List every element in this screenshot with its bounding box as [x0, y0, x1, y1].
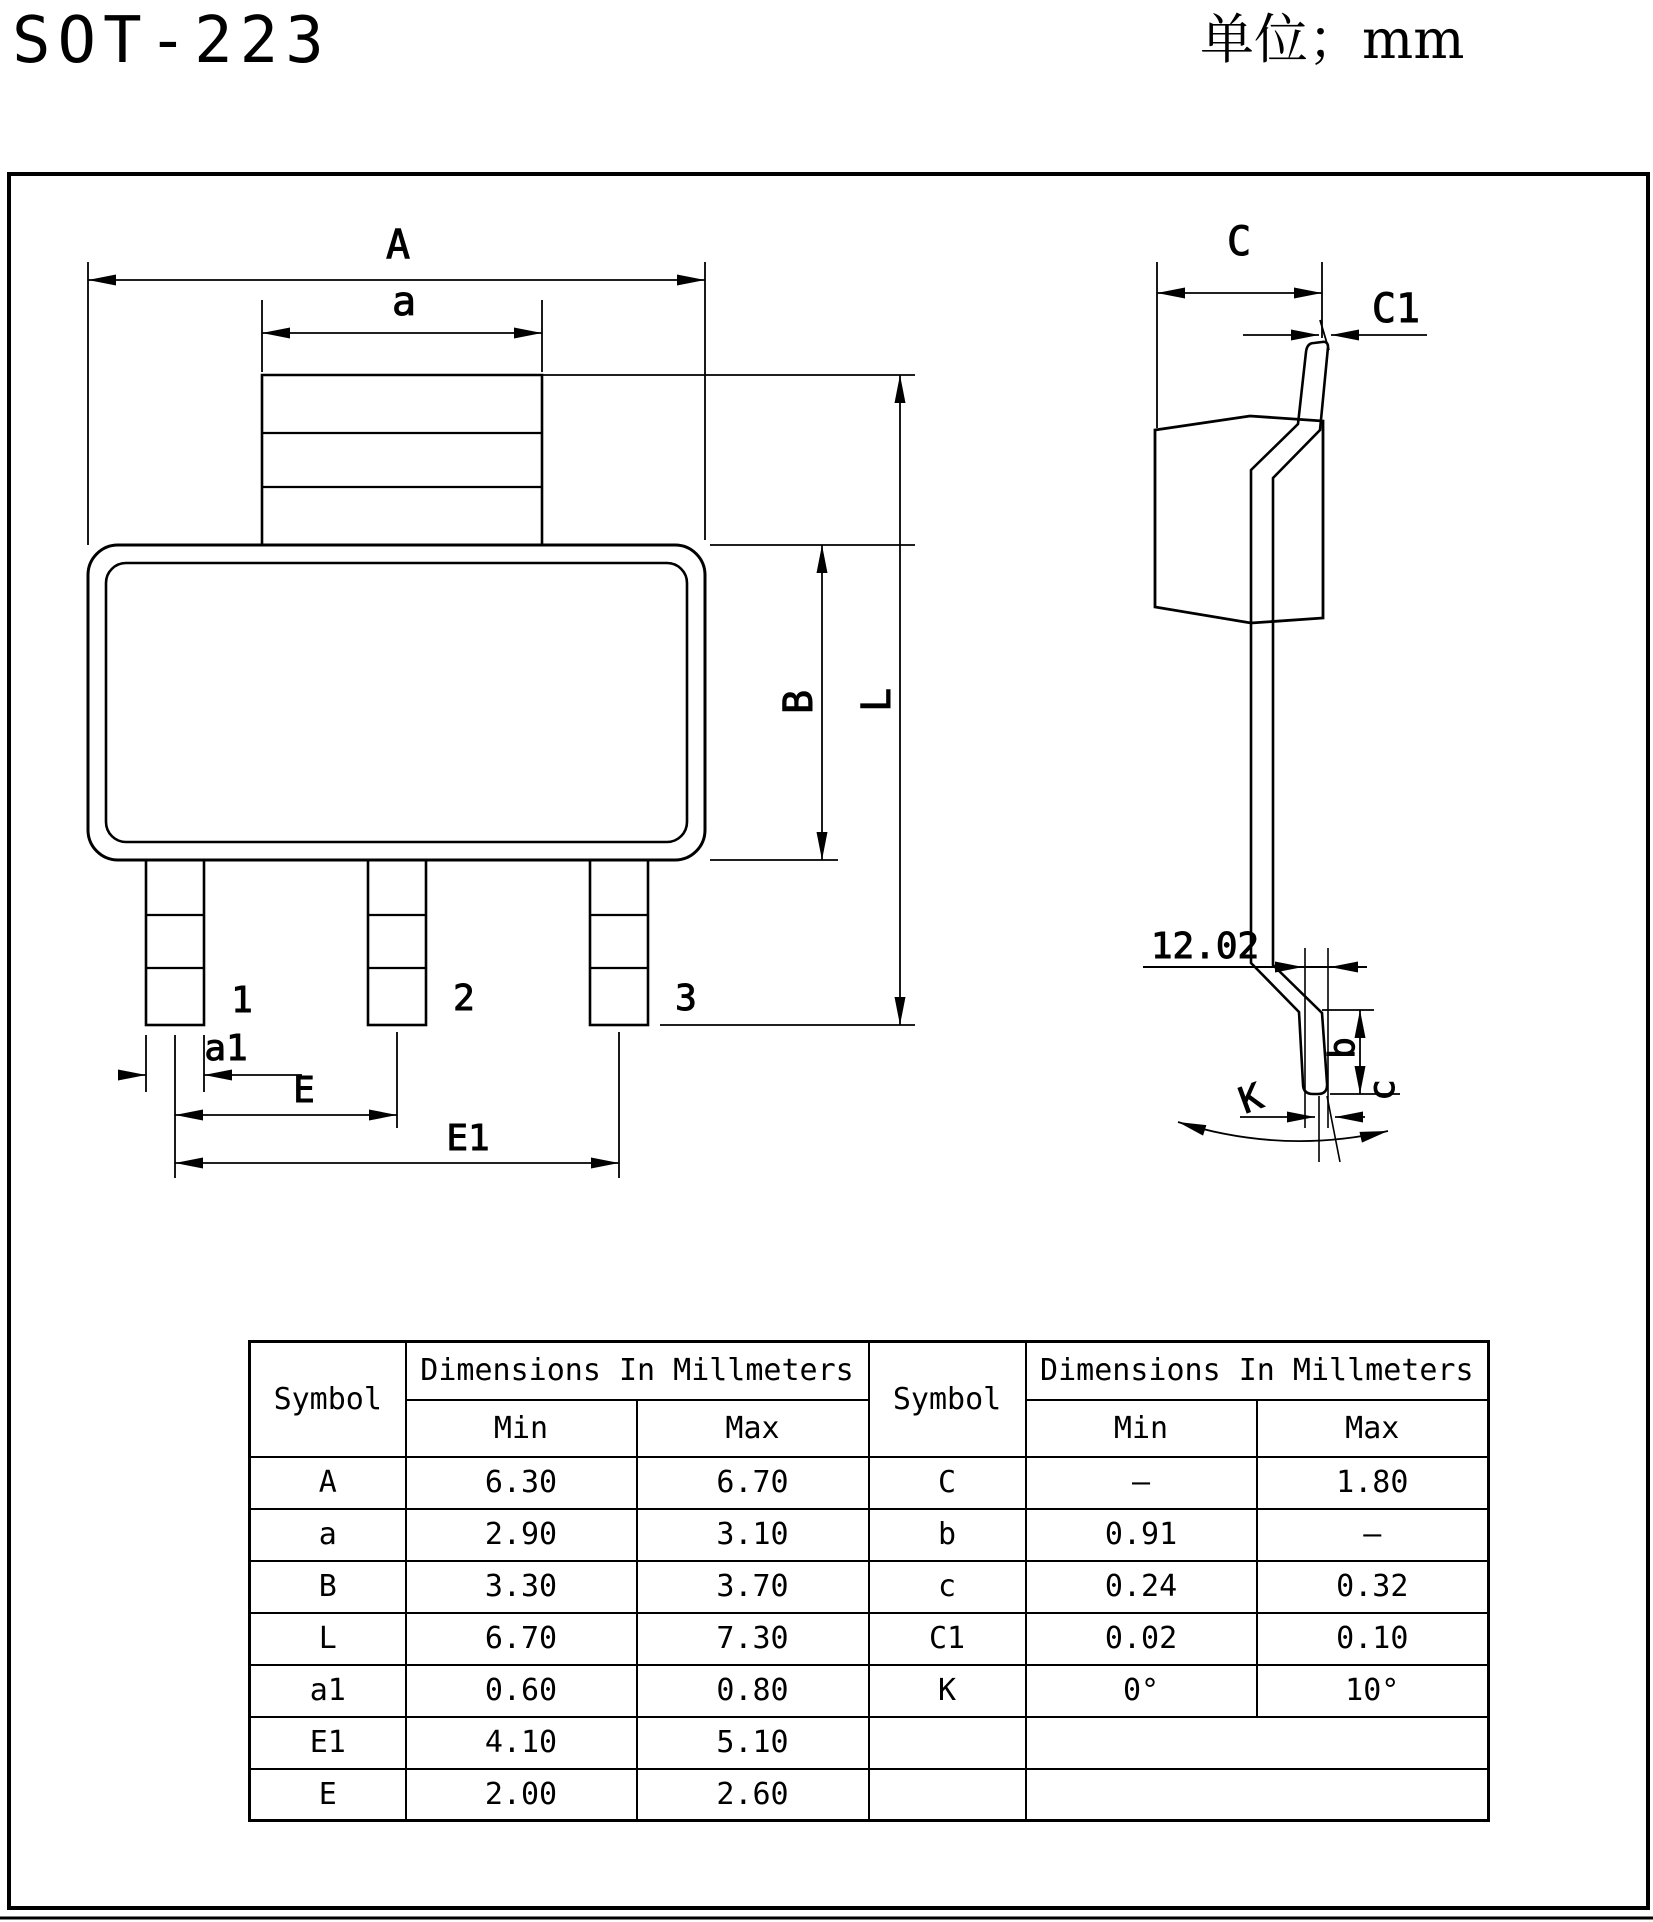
- table-cell: 4.10: [406, 1717, 637, 1769]
- table-cell: 0.32: [1257, 1561, 1489, 1613]
- symbol-cell: L: [250, 1613, 406, 1665]
- symbol-cell: c: [869, 1561, 1026, 1613]
- table-cell: 2.90: [406, 1509, 637, 1561]
- tab-outline: [262, 375, 542, 545]
- side-view: [1143, 219, 1427, 1162]
- side-lead-outline: [1251, 342, 1328, 1094]
- symbol-cell: b: [869, 1509, 1026, 1561]
- table-row: [250, 1769, 1489, 1821]
- left-max-header: Max: [637, 1400, 869, 1457]
- symbol-cell: A: [250, 1457, 406, 1509]
- dim-K: [1178, 1096, 1388, 1162]
- table-cell: 7.30: [637, 1613, 869, 1665]
- dim-a-label: a: [391, 279, 417, 325]
- table-cell: [1026, 1769, 1489, 1821]
- table-row: [250, 1457, 1489, 1509]
- dim-E1-label: E1: [446, 1118, 490, 1159]
- table-cell: 6.30: [406, 1457, 637, 1509]
- dim-b-label: b: [1322, 1037, 1363, 1059]
- table-cell: 0.02: [1026, 1613, 1257, 1665]
- dim-E-label: E: [293, 1070, 315, 1111]
- left-dims-header: Dimensions In Millmeters: [406, 1342, 869, 1400]
- dim-K-label: K: [1233, 1076, 1269, 1123]
- table-row: [250, 1665, 1489, 1717]
- pin-1-label: 1: [231, 980, 253, 1021]
- units-label: 单位；mm: [1200, 8, 1465, 71]
- dim-C1-label: C1: [1371, 286, 1421, 332]
- table-cell: 0.10: [1257, 1613, 1489, 1665]
- right-symbol-header: Symbol: [869, 1342, 1026, 1457]
- symbol-cell: [869, 1717, 1026, 1769]
- pin-1: [146, 860, 204, 1025]
- table-row: [250, 1561, 1489, 1613]
- symbol-cell: B: [250, 1561, 406, 1613]
- symbol-cell: a1: [250, 1665, 406, 1717]
- table-row: [250, 1613, 1489, 1665]
- table-cell: 5.10: [637, 1717, 869, 1769]
- symbol-cell: E: [250, 1769, 406, 1821]
- body-outline-inner: [106, 563, 687, 842]
- symbol-cell: a: [250, 1509, 406, 1561]
- dim-a1-label: a1: [204, 1028, 248, 1069]
- symbol-cell: C: [869, 1457, 1026, 1509]
- table-cell: –: [1026, 1457, 1257, 1509]
- right-dims-header: Dimensions In Millmeters: [1026, 1342, 1489, 1400]
- table-cell: 3.70: [637, 1561, 869, 1613]
- body-outline-outer: [88, 545, 705, 860]
- right-max-header: Max: [1257, 1400, 1489, 1457]
- table-cell: 10°: [1257, 1665, 1489, 1717]
- table-cell: –: [1257, 1509, 1489, 1561]
- dim-L-label: L: [854, 687, 900, 713]
- table-cell: 0.91: [1026, 1509, 1257, 1561]
- table-cell: 3.10: [637, 1509, 869, 1561]
- dim-c-label: c: [1362, 1079, 1403, 1101]
- pin-2-label: 2: [453, 978, 475, 1019]
- table-cell: 0°: [1026, 1665, 1257, 1717]
- front-view: [88, 222, 915, 1178]
- symbol-cell: [869, 1769, 1026, 1821]
- symbol-cell: K: [869, 1665, 1026, 1717]
- pin-3-label: 3: [675, 978, 697, 1019]
- left-symbol-header: Symbol: [250, 1342, 406, 1457]
- table-cell: 1.80: [1257, 1457, 1489, 1509]
- table-cell: 0.80: [637, 1665, 869, 1717]
- symbol-cell: E1: [250, 1717, 406, 1769]
- table-cell: 6.70: [637, 1457, 869, 1509]
- dim-A-label: A: [385, 222, 411, 268]
- table-row: [250, 1717, 1489, 1769]
- pin-3: [590, 860, 648, 1025]
- dim-C: [1157, 262, 1322, 428]
- table-cell: 2.00: [406, 1769, 637, 1821]
- table-cell: 0.60: [406, 1665, 637, 1717]
- table-cell: 3.30: [406, 1561, 637, 1613]
- dim-C-label: C: [1226, 219, 1252, 265]
- table-cell: 0.24: [1026, 1561, 1257, 1613]
- dim-B-label: B: [776, 689, 822, 715]
- table-cell: [1026, 1717, 1489, 1769]
- table-cell: 2.60: [637, 1769, 869, 1821]
- dim-lead-width-label: 12.02: [1150, 926, 1260, 967]
- pin-dividers: [146, 915, 648, 968]
- table-cell: 6.70: [406, 1613, 637, 1665]
- symbol-cell: C1: [869, 1613, 1026, 1665]
- dimensions-table: [248, 1340, 1490, 1822]
- page-title: SOT-223: [12, 4, 331, 78]
- side-body-outline: [1155, 416, 1323, 623]
- table-row: [250, 1509, 1489, 1561]
- pin-2: [368, 860, 426, 1025]
- right-min-header: Min: [1026, 1400, 1257, 1457]
- left-min-header: Min: [406, 1400, 637, 1457]
